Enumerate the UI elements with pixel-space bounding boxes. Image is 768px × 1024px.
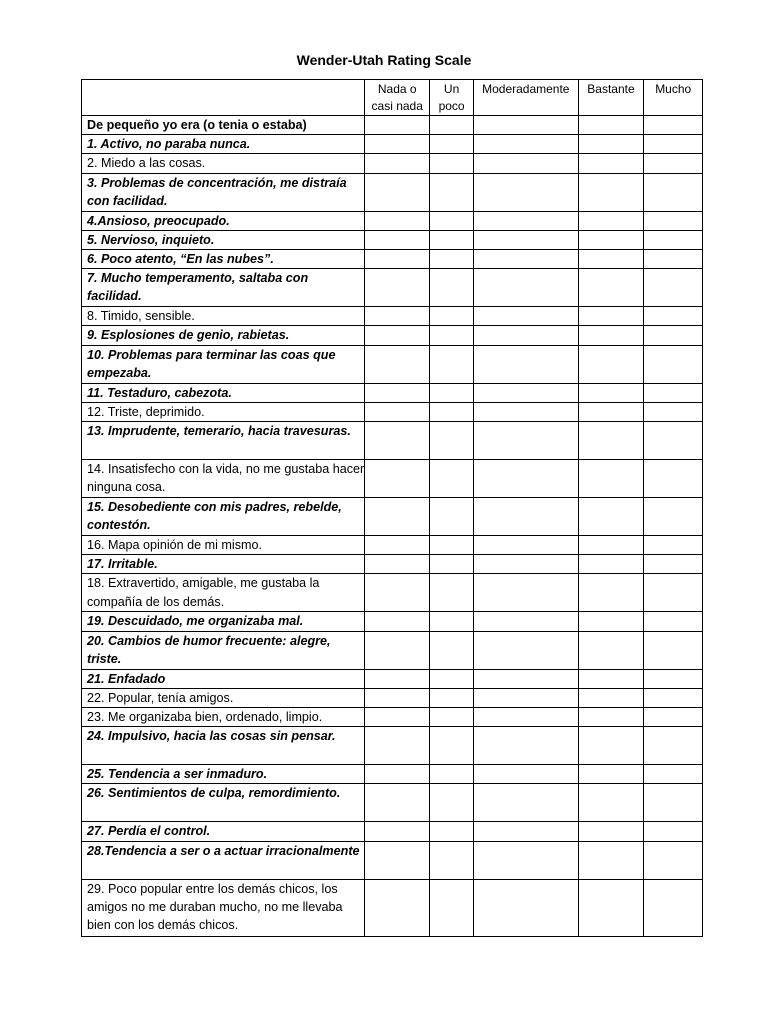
table-row — [82, 784, 703, 822]
item-label: 14. Insatisfecho con la vida, no me gustaba hacer ninguna cosa. — [82, 460, 365, 498]
rating-cell[interactable] — [578, 669, 644, 688]
table-row — [82, 460, 703, 498]
rating-cell[interactable] — [474, 307, 579, 326]
rating-cell[interactable] — [365, 307, 430, 326]
header-moderadamente: Moderadamente — [474, 80, 579, 116]
rating-cell[interactable] — [644, 269, 703, 307]
header-bastante: Bastante — [578, 80, 644, 116]
table-row — [82, 173, 703, 211]
item-label: 8. Timido, sensible. — [82, 307, 365, 326]
rating-cell[interactable] — [644, 345, 703, 383]
rating-cell[interactable] — [365, 669, 430, 688]
rating-cell[interactable] — [430, 460, 474, 498]
item-label: 10. Problemas para terminar las coas que empezaba. — [82, 345, 365, 383]
rating-cell[interactable] — [365, 326, 430, 345]
rating-cell[interactable] — [644, 173, 703, 211]
table-row — [82, 574, 703, 612]
rating-cell[interactable] — [365, 250, 430, 269]
rating-table — [81, 79, 703, 937]
rating-cell[interactable] — [365, 688, 430, 707]
rating-cell[interactable] — [578, 765, 644, 784]
rating-cell[interactable] — [365, 211, 430, 230]
rating-cell[interactable] — [644, 688, 703, 707]
table-row — [82, 708, 703, 727]
rating-cell[interactable] — [644, 784, 703, 822]
item-label: 12. Triste, deprimido. — [82, 402, 365, 421]
table-header-row — [82, 80, 703, 116]
rating-cell[interactable] — [578, 345, 644, 383]
rating-cell[interactable] — [644, 765, 703, 784]
item-label: 26. Sentimientos de culpa, remordimiento. — [82, 784, 365, 822]
item-label: 2. Miedo a las cosas. — [82, 154, 365, 173]
rating-cell[interactable] — [430, 230, 474, 249]
rating-cell[interactable] — [474, 402, 579, 421]
rating-cell[interactable] — [365, 345, 430, 383]
rating-cell[interactable] — [430, 555, 474, 574]
rating-cell[interactable] — [474, 574, 579, 612]
table-row — [82, 727, 703, 765]
item-label: 11. Testaduro, cabezota. — [82, 383, 365, 402]
item-label: 16. Mapa opinión de mi mismo. — [82, 536, 365, 555]
rating-cell[interactable] — [474, 841, 579, 879]
rating-cell[interactable] — [474, 250, 579, 269]
rating-cell[interactable] — [578, 211, 644, 230]
header-un-poco: Un poco — [430, 80, 474, 116]
rating-cell[interactable] — [644, 669, 703, 688]
rating-cell[interactable] — [430, 612, 474, 631]
item-label: 4.Ansioso, preocupado. — [82, 211, 365, 230]
rating-cell[interactable] — [644, 326, 703, 345]
rating-cell[interactable] — [474, 765, 579, 784]
rating-cell[interactable] — [578, 250, 644, 269]
rating-cell[interactable] — [430, 727, 474, 765]
rating-cell[interactable] — [578, 116, 644, 135]
rating-cell[interactable] — [644, 307, 703, 326]
rating-cell[interactable] — [365, 154, 430, 173]
rating-cell[interactable] — [644, 841, 703, 879]
table-row — [82, 822, 703, 841]
rating-cell[interactable] — [474, 612, 579, 631]
item-label: 1. Activo, no paraba nunca. — [82, 135, 365, 154]
rating-cell[interactable] — [578, 879, 644, 936]
table-row — [82, 135, 703, 154]
rating-cell[interactable] — [578, 536, 644, 555]
section-header: De pequeño yo era (o tenia o estaba) — [82, 116, 365, 135]
rating-cell[interactable] — [474, 326, 579, 345]
item-label: 29. Poco popular entre los demás chicos, los amigos no me duraban mucho, no me llevaba bien con los demás chicos. — [82, 879, 365, 936]
rating-cell[interactable] — [365, 135, 430, 154]
rating-cell[interactable] — [474, 230, 579, 249]
rating-cell[interactable] — [430, 422, 474, 460]
rating-cell[interactable] — [474, 708, 579, 727]
table-row — [82, 269, 703, 307]
rating-cell[interactable] — [644, 498, 703, 536]
item-label: 15. Desobediente con mis padres, rebelde, contestón. — [82, 498, 365, 536]
item-label: 22. Popular, tenía amigos. — [82, 688, 365, 707]
table-row — [82, 498, 703, 536]
rating-cell[interactable] — [365, 383, 430, 402]
rating-cell[interactable] — [365, 116, 430, 135]
rating-cell[interactable] — [644, 116, 703, 135]
item-label: 13. Imprudente, temerario, hacia travesuras. — [82, 422, 365, 460]
rating-cell[interactable] — [365, 536, 430, 555]
rating-cell[interactable] — [474, 422, 579, 460]
rating-cell[interactable] — [578, 841, 644, 879]
item-label: 3. Problemas de concentración, me distraía con facilidad. — [82, 173, 365, 211]
rating-cell[interactable] — [644, 402, 703, 421]
rating-cell[interactable] — [644, 230, 703, 249]
rating-cell[interactable] — [644, 631, 703, 669]
rating-cell[interactable] — [365, 822, 430, 841]
rating-cell[interactable] — [578, 230, 644, 249]
table-row — [82, 555, 703, 574]
item-label: 23. Me organizaba bien, ordenado, limpio. — [82, 708, 365, 727]
table-row — [82, 879, 703, 936]
rating-cell[interactable] — [430, 631, 474, 669]
rating-cell[interactable] — [644, 555, 703, 574]
rating-cell[interactable] — [365, 841, 430, 879]
rating-cell[interactable] — [474, 784, 579, 822]
rating-cell[interactable] — [644, 612, 703, 631]
rating-cell[interactable] — [578, 498, 644, 536]
item-label: 9. Esplosiones de genio, rabietas. — [82, 326, 365, 345]
rating-cell[interactable] — [474, 669, 579, 688]
table-row — [82, 402, 703, 421]
item-label: 25. Tendencia a ser inmaduro. — [82, 765, 365, 784]
rating-cell[interactable] — [474, 116, 579, 135]
rating-cell[interactable] — [644, 727, 703, 765]
item-label: 21. Enfadado — [82, 669, 365, 688]
rating-cell[interactable] — [474, 345, 579, 383]
rating-cell[interactable] — [474, 173, 579, 211]
rating-cell[interactable] — [365, 555, 430, 574]
rating-cell[interactable] — [644, 422, 703, 460]
rating-cell[interactable] — [474, 555, 579, 574]
rating-cell[interactable] — [365, 173, 430, 211]
table-row — [82, 230, 703, 249]
item-label: 6. Poco atento, “En las nubes”. — [82, 250, 365, 269]
table-row — [82, 250, 703, 269]
header-nada-o-casi-nada: Nada o casi nada — [365, 80, 430, 116]
rating-cell[interactable] — [430, 765, 474, 784]
rating-cell[interactable] — [430, 345, 474, 383]
rating-cell[interactable] — [578, 727, 644, 765]
rating-cell[interactable] — [578, 784, 644, 822]
rating-cell[interactable] — [644, 250, 703, 269]
rating-cell[interactable] — [430, 669, 474, 688]
table-row — [82, 383, 703, 402]
rating-cell[interactable] — [365, 230, 430, 249]
rating-cell[interactable] — [365, 879, 430, 936]
rating-cell[interactable] — [578, 460, 644, 498]
rating-cell[interactable] — [644, 460, 703, 498]
item-label: 7. Mucho temperamento, saltaba con facilidad. — [82, 269, 365, 307]
rating-cell[interactable] — [365, 708, 430, 727]
rating-cell[interactable] — [430, 250, 474, 269]
rating-cell[interactable] — [430, 326, 474, 345]
rating-cell[interactable] — [578, 154, 644, 173]
rating-cell[interactable] — [430, 307, 474, 326]
table-row — [82, 211, 703, 230]
rating-cell[interactable] — [474, 879, 579, 936]
rating-cell[interactable] — [644, 383, 703, 402]
rating-cell[interactable] — [474, 135, 579, 154]
rating-cell[interactable] — [644, 536, 703, 555]
table-row — [82, 422, 703, 460]
rating-cell[interactable] — [365, 631, 430, 669]
rating-cell[interactable] — [365, 422, 430, 460]
rating-cell[interactable] — [430, 498, 474, 536]
rating-cell[interactable] — [365, 460, 430, 498]
rating-cell[interactable] — [474, 631, 579, 669]
rating-cell[interactable] — [474, 536, 579, 555]
rating-cell[interactable] — [644, 211, 703, 230]
table-row — [82, 307, 703, 326]
rating-cell[interactable] — [644, 822, 703, 841]
rating-cell[interactable] — [430, 211, 474, 230]
table-row — [82, 841, 703, 879]
item-label: 17. Irritable. — [82, 555, 365, 574]
rating-cell[interactable] — [644, 135, 703, 154]
rating-cell[interactable] — [644, 708, 703, 727]
rating-cell[interactable] — [430, 402, 474, 421]
rating-cell[interactable] — [474, 688, 579, 707]
rating-cell[interactable] — [578, 269, 644, 307]
rating-cell[interactable] — [474, 211, 579, 230]
table-row — [82, 536, 703, 555]
rating-cell[interactable] — [644, 879, 703, 936]
rating-cell[interactable] — [578, 708, 644, 727]
rating-cell[interactable] — [365, 574, 430, 612]
document-title: Wender-Utah Rating Scale — [296, 52, 472, 68]
item-label: 28.Tendencia a ser o a actuar irracionalmente — [82, 841, 365, 879]
rating-cell[interactable] — [430, 154, 474, 173]
rating-cell[interactable] — [578, 688, 644, 707]
rating-cell[interactable] — [430, 688, 474, 707]
rating-cell[interactable] — [644, 154, 703, 173]
rating-cell[interactable] — [430, 784, 474, 822]
header-mucho: Mucho — [644, 80, 703, 116]
rating-cell[interactable] — [474, 460, 579, 498]
rating-cell[interactable] — [430, 822, 474, 841]
table-row — [82, 154, 703, 173]
rating-cell[interactable] — [365, 727, 430, 765]
rating-cell[interactable] — [430, 269, 474, 307]
rating-cell[interactable] — [474, 154, 579, 173]
table-row — [82, 631, 703, 669]
rating-cell[interactable] — [578, 822, 644, 841]
rating-cell[interactable] — [474, 498, 579, 536]
rating-cell[interactable] — [430, 383, 474, 402]
rating-cell[interactable] — [430, 708, 474, 727]
rating-cell[interactable] — [474, 727, 579, 765]
rating-cell[interactable] — [365, 784, 430, 822]
rating-cell[interactable] — [430, 135, 474, 154]
rating-cell[interactable] — [430, 116, 474, 135]
rating-cell[interactable] — [365, 498, 430, 536]
table-row — [82, 765, 703, 784]
rating-cell[interactable] — [365, 402, 430, 421]
item-label: 24. Impulsivo, hacia las cosas sin pensar. — [82, 727, 365, 765]
item-label: 19. Descuidado, me organizaba mal. — [82, 612, 365, 631]
table-row — [82, 688, 703, 707]
rating-cell[interactable] — [578, 383, 644, 402]
rating-cell[interactable] — [578, 135, 644, 154]
section-header-row — [82, 116, 703, 135]
item-label: 27. Perdía el control. — [82, 822, 365, 841]
rating-cell[interactable] — [365, 765, 430, 784]
rating-cell[interactable] — [578, 612, 644, 631]
rating-cell[interactable] — [578, 574, 644, 612]
rating-cell[interactable] — [578, 631, 644, 669]
rating-cell[interactable] — [430, 536, 474, 555]
rating-cell[interactable] — [578, 422, 644, 460]
rating-cell[interactable] — [578, 402, 644, 421]
rating-cell[interactable] — [365, 269, 430, 307]
table-row — [82, 326, 703, 345]
item-label: 20. Cambios de humor frecuente: alegre, triste. — [82, 631, 365, 669]
rating-cell[interactable] — [578, 307, 644, 326]
rating-cell[interactable] — [578, 326, 644, 345]
table-row — [82, 345, 703, 383]
rating-cell[interactable] — [578, 555, 644, 574]
rating-cell[interactable] — [474, 269, 579, 307]
rating-cell[interactable] — [430, 841, 474, 879]
rating-cell[interactable] — [474, 383, 579, 402]
rating-cell[interactable] — [430, 574, 474, 612]
rating-cell[interactable] — [578, 173, 644, 211]
rating-cell[interactable] — [474, 822, 579, 841]
table-row — [82, 669, 703, 688]
rating-cell[interactable] — [430, 879, 474, 936]
table-row — [82, 612, 703, 631]
rating-cell[interactable] — [365, 612, 430, 631]
item-label: 5. Nervioso, inquieto. — [82, 230, 365, 249]
rating-cell[interactable] — [430, 173, 474, 211]
rating-cell[interactable] — [644, 574, 703, 612]
item-label: 18. Extravertido, amigable, me gustaba la compañía de los demás. — [82, 574, 365, 612]
header-item-column — [82, 80, 365, 116]
